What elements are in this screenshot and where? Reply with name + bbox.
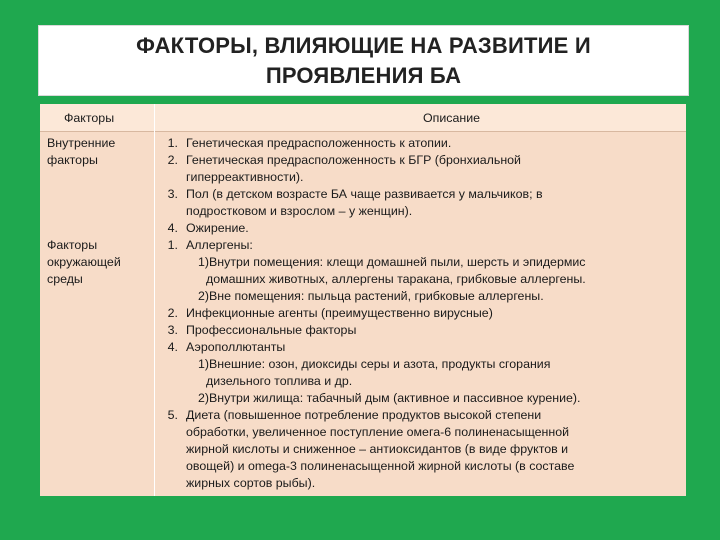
description-line [154, 339, 686, 356]
slide-title-box [38, 25, 689, 96]
list-text: Ожирение. [186, 221, 249, 235]
table-header-row [40, 104, 686, 132]
list-text: жирных сортов рыбы). [186, 476, 316, 490]
list-number [154, 424, 186, 441]
list-text: 2)Внутри жилища: табачный дым (активное и пассивное курение). [198, 391, 581, 405]
list-text: обработки, увеличенное поступление омега-6 полиненасыщенной [186, 425, 570, 439]
list-number [154, 475, 186, 492]
list-number: 2. [167, 306, 178, 320]
list-text: Профессиональные факторы [186, 323, 357, 337]
description-line [154, 305, 686, 322]
list-number: 4. [167, 340, 178, 354]
slide-title-line-2: ПРОЯВЛЕНИЯ БА [265, 62, 462, 88]
list-number: 3. [167, 323, 178, 337]
list-number [154, 458, 186, 475]
list-number [154, 356, 186, 373]
list-text: Генетическая предрасположенность к атопии. [186, 136, 452, 150]
environment-factors-label [47, 237, 152, 288]
description-line [154, 458, 686, 475]
list-text: жирной кислоты и сниженное – антиоксидантов (в виде фруктов и [186, 442, 569, 456]
list-number [154, 254, 186, 271]
list-number: 1. [167, 136, 178, 150]
description-line [154, 203, 686, 220]
header-description: Описание [423, 111, 481, 125]
header-factors: Факторы [64, 111, 115, 125]
list-text: Инфекционные агенты (преимущественно вирусные) [186, 306, 493, 320]
list-text: Аэрополлютанты [186, 340, 286, 354]
description-line [154, 288, 686, 305]
list-text: Генетическая предрасположенность к БГР (бронхиальной [186, 153, 521, 167]
list-text: 2)Вне помещения: пыльца растений, грибковые аллергены. [198, 289, 544, 303]
list-number: 3. [167, 187, 178, 201]
internal-label-line-2: факторы [47, 153, 98, 167]
list-number [154, 288, 186, 305]
internal-label-line-1: Внутренние [47, 136, 116, 150]
description-line [154, 254, 686, 271]
list-text: домашних животных, аллергены таракана, грибковые аллергены. [206, 272, 586, 286]
factors-table [40, 104, 686, 496]
description-line [154, 356, 686, 373]
description-line [154, 322, 686, 339]
list-number [154, 203, 186, 220]
list-text: дизельного топлива и др. [206, 374, 353, 388]
environment-label-line-3: среды [47, 272, 83, 286]
list-text: 1)Внутри помещения: клещи домашней пыли, шерсть и эпидермис [198, 255, 586, 269]
list-number [154, 441, 186, 458]
list-number: 4. [167, 221, 178, 235]
environment-label-line-2: окружающей [47, 255, 121, 269]
list-text: Диета (повышенное потребление продуктов высокой степени [186, 408, 542, 422]
list-text: Пол (в детском возрасте БА чаще развивается у мальчиков; в [186, 187, 543, 201]
list-number: 5. [167, 408, 178, 422]
description-line [154, 169, 686, 186]
description-lines [154, 135, 686, 492]
description-line [154, 441, 686, 458]
description-line [154, 186, 686, 203]
internal-factors-label [47, 135, 152, 169]
list-text: Аллергены: [186, 238, 253, 252]
list-text: овощей) и omega-3 полиненасыщенной жирной кислоты (в составе [186, 459, 575, 473]
description-line [154, 152, 686, 169]
list-number [154, 169, 186, 186]
description-line [154, 407, 686, 424]
description-line [154, 220, 686, 237]
list-number [154, 390, 186, 407]
list-text: 1)Внешние: озон, диоксиды серы и азота, продукты сгорания [198, 357, 551, 371]
list-number: 1. [167, 238, 178, 252]
description-line [154, 424, 686, 441]
description-line [154, 135, 686, 152]
list-number [154, 271, 186, 288]
list-number: 2. [167, 153, 178, 167]
description-line [154, 237, 686, 254]
description-line [154, 271, 686, 288]
environment-label-line-1: Факторы [47, 238, 98, 252]
slide-title-line-1: ФАКТОРЫ, ВЛИЯЮЩИЕ НА РАЗВИТИЕ И [136, 32, 591, 58]
description-line [154, 373, 686, 390]
list-number [154, 373, 186, 390]
description-line [154, 390, 686, 407]
list-text: подростковом и взрослом – у женщин). [186, 204, 413, 218]
list-text: гиперреактивности). [186, 170, 304, 184]
description-line [154, 475, 686, 492]
